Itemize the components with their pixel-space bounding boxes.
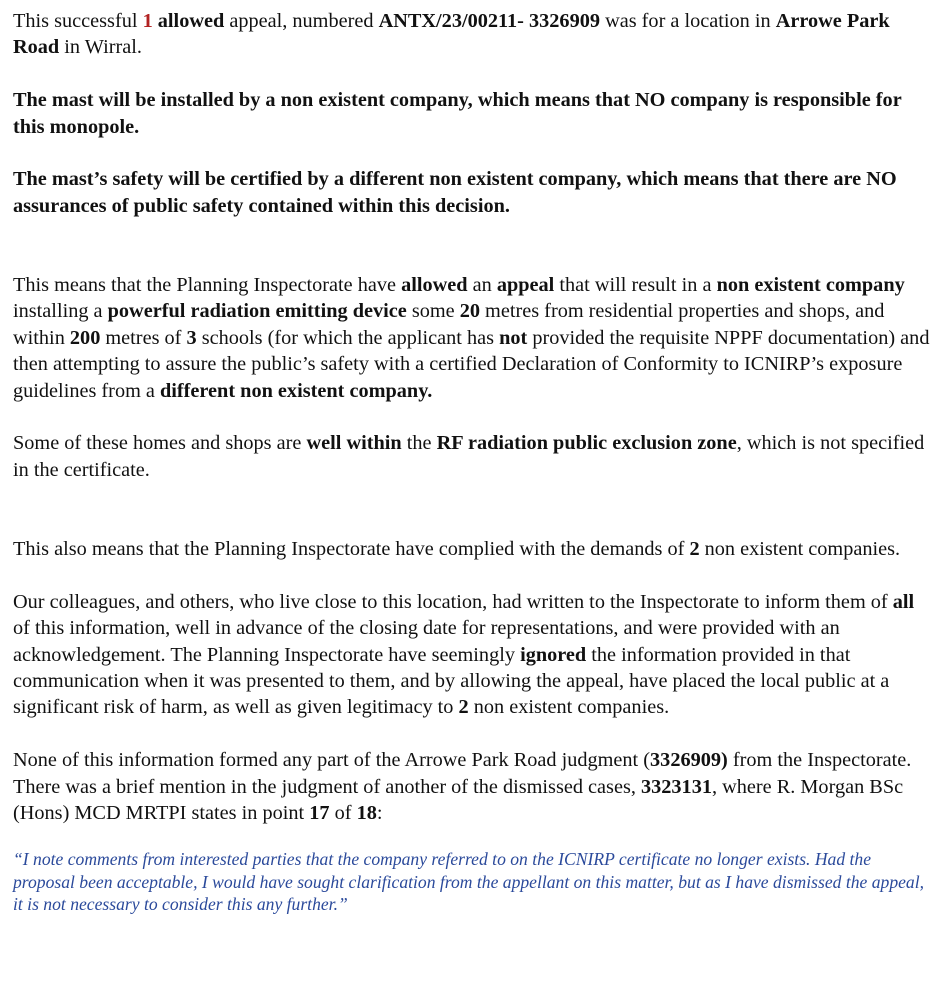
appeal-reference: ANTX/23/00211- 3326909 [378, 10, 600, 32]
paragraph-exclusion-zone: Some of these homes and shops are well within the RF radiation public exclusion zone, which is not specified in the certificate. [13, 432, 925, 481]
location-name: Arrowe Park Road [13, 10, 890, 59]
paragraph-installer-warning: The mast will be installed by a non existent company, which means that NO company is responsible for this monopole. [13, 89, 902, 138]
paragraph-safety-warning: The mast’s safety will be certified by a different non existent company, which means that there are NO assurances of public safety contained within this decision. [13, 168, 897, 217]
appeal-count: 1 [142, 10, 153, 32]
document-body [13, 8, 935, 916]
quoted-statement: “I note comments from interested parties that the company referred to on the ICNIRP certificate no longer exists. Had the proposal been acceptable, I would have sought clarification from the appellant on this matter, but as I have dismissed the appeal, it is not necessary to consider this any further.” [13, 849, 925, 915]
paragraph-complied: This also means that the Planning Inspectorate have complied with the demands of 2 non existent companies. [13, 538, 901, 561]
paragraph-appeal-intro: This successful 1 allowed appeal, numbered ANTX/23/00211- 3326909 was for a location in Arrowe Park Road in Wirral. [13, 10, 890, 59]
paragraph-colleagues: Our colleagues, and others, who live close to this location, had written to the Inspectorate to inform them of all of this information, well in advance of the closing date for representations, and were provided with an acknowledgement. The Planning Inspectorate have seemingly ignored the information provided in that communication when it was presented to them, and by allowing the appeal, have placed the local public at a significant risk of harm, as well as given legitimacy to 2 non existent companies. [13, 590, 915, 719]
paragraph-inspectorate-allowed: This means that the Planning Inspectorate have allowed an appeal that will result in a non existent company installing a powerful radiation emitting device some 20 metres from residential properties and shops, and within 200 metres of 3 schools (for which the applicant has not provided the requisite NPPF documentation) and then attempting to assure the public’s safety with a certified Declaration of Conformity to ICNIRP’s exposure guidelines from a different non existent company. [13, 274, 930, 402]
paragraph-judgment: None of this information formed any part of the Arrowe Park Road judgment (3326909) from the Inspectorate. There was a brief mention in the judgment of another of the dismissed cases, 3323131, where R. Morgan BSc (Hons) MCD MRTPI states in point 17 of 18: [13, 749, 912, 825]
